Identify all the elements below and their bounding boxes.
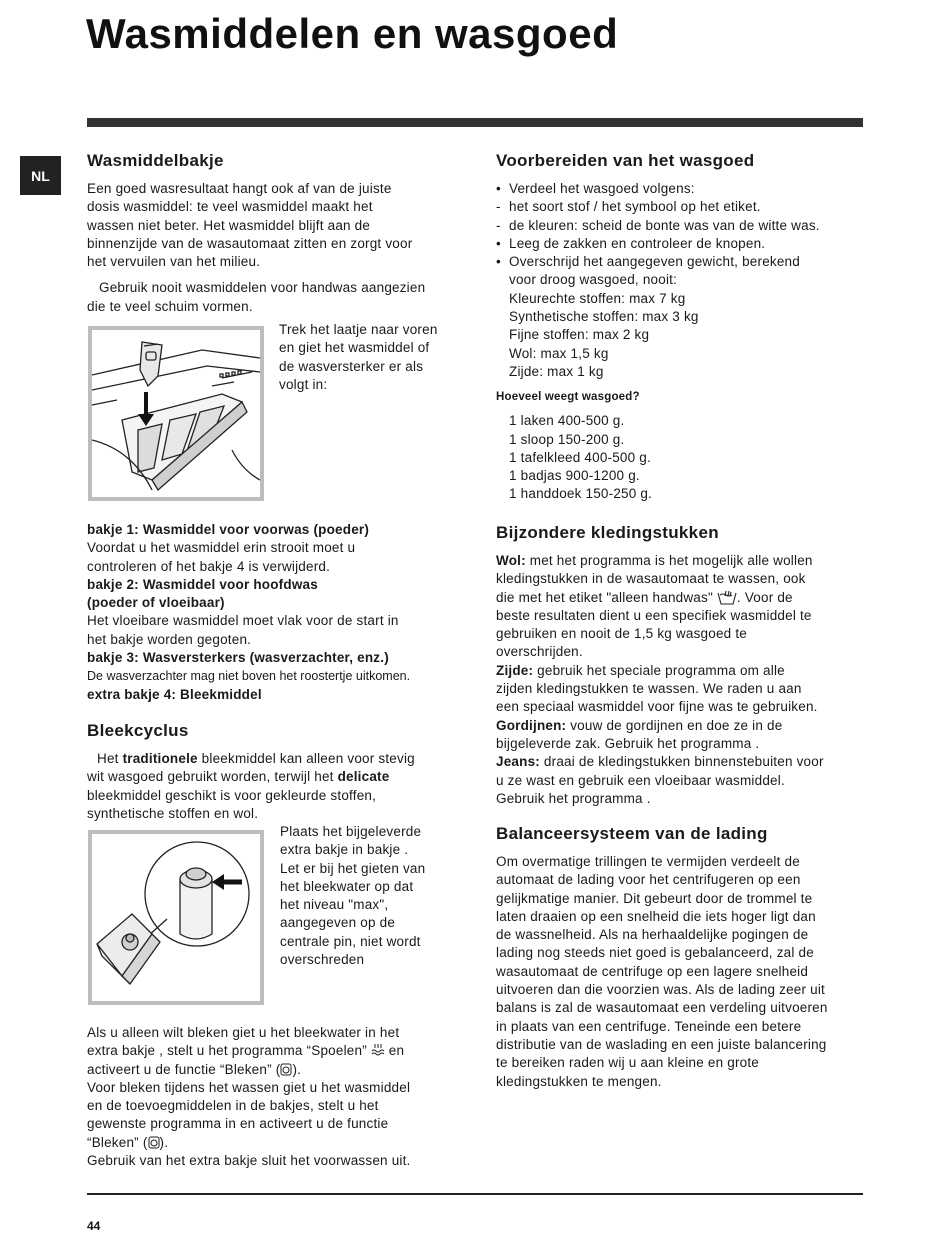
- detergent-drawer-figure: [88, 326, 264, 501]
- text-line: het bakje worden gegoten.: [87, 631, 252, 647]
- text-line: kledingstukken te mengen.: [496, 1073, 662, 1089]
- bakje-3-title: bakje 3: Wasversterkers (wasverzachter, enz.): [87, 650, 389, 666]
- text-line: kledingstukken in de wasautomaat te wassen, ook: [496, 571, 806, 587]
- list-item: • Overschrijd het aangegeven gewicht, berekend: [496, 254, 800, 270]
- text-line: voor droog wasgoed, nooit:: [509, 272, 678, 288]
- text-line: binnenzijde van de wasautomaat zitten en zorgt voor: [87, 235, 413, 251]
- wasmiddelbakje-intro: [87, 180, 457, 271]
- bleekcyclus-section: [87, 720, 462, 823]
- text-line: Gordijnen: vouw de gordijnen en doe ze in de: [496, 717, 783, 733]
- text-line: gebruiken en nooit de 1,5 kg wasgoed te: [496, 626, 747, 642]
- wasmiddelbakje-heading: Wasmiddelbakje: [87, 151, 224, 170]
- text-line: Trek het laatje naar voren: [279, 322, 438, 337]
- text-line: Zijde: max 1 kg: [509, 363, 604, 379]
- text-line: aangegeven op de: [280, 915, 396, 931]
- handwash-icon: [717, 590, 737, 605]
- balanceer-heading: Balanceersysteem van de lading: [496, 824, 768, 843]
- text-line: Let er bij het gieten van: [280, 860, 426, 876]
- text-line: zijden kledingstukken te wassen. We raden u aan: [496, 681, 802, 697]
- text-line: wasautomaat de centrifuge op een lagere snelheid: [496, 963, 809, 979]
- text-line: overschrijden.: [496, 644, 583, 660]
- text-line: Wol: met het programma is het mogelijk alle wollen: [496, 553, 813, 568]
- bakje-1-title: bakje 1: Wasmiddel voor voorwas (poeder): [87, 522, 370, 537]
- text-line: balans is zal de wasautomaat een verdeling uitvoeren: [496, 1000, 828, 1016]
- list-item: 1 tafelkleed 400-500 g.: [509, 449, 651, 465]
- text-line: die te veel schuim vormen.: [87, 298, 253, 314]
- footer-rule: [87, 1193, 863, 1195]
- bleekcyclus-heading: Bleekcyclus: [87, 721, 189, 740]
- language-badge: NL: [20, 156, 61, 195]
- text-line: Kleurechte stoffen: max 7 kg: [509, 290, 686, 306]
- text-line: Gebruik van het extra bakje sluit het voorwassen uit.: [87, 1153, 411, 1169]
- bleach-cup-figure: [88, 830, 264, 1005]
- page-number: 44: [87, 1219, 101, 1233]
- list-item: 1 laken 400-500 g.: [509, 413, 625, 429]
- text-line: te bereiken raden wij u aan kleine en grote: [496, 1055, 760, 1071]
- wasmiddelbakje-section: [87, 150, 457, 316]
- text-line: Gebruik het programma .: [496, 790, 651, 806]
- bleach-function-icon: [280, 1063, 292, 1076]
- text-line: Het traditionele bleekmiddel kan alleen voor stevig: [97, 751, 415, 766]
- text-line: de wassnelheid. Als na herhaaldelijke pogingen de: [496, 927, 809, 943]
- header-rule: [87, 118, 863, 127]
- bijzondere-heading: Bijzondere kledingstukken: [496, 523, 719, 542]
- text-line: Wol: max 1,5 kg: [509, 345, 609, 361]
- text-line: bijgeleverde zak. Gebruik het programma .: [496, 735, 760, 751]
- text-line: “Bleken” ( ).: [87, 1134, 169, 1150]
- text-line: Gebruik nooit wasmiddelen voor handwas aangezien: [99, 280, 426, 296]
- text-line: een speciaal wasmiddel voor fijne was te gebruiken.: [496, 699, 818, 715]
- weights-list: [496, 412, 864, 503]
- text-line: wassen niet beter. Het wasmiddel blijft aan de: [87, 217, 371, 233]
- text-line: Synthetische stoffen: max 3 kg: [509, 309, 699, 325]
- list-item: - de kleuren: scheid de bonte was van de witte was.: [496, 217, 820, 233]
- bakje-2-subtitle: (poeder of vloeibaar): [87, 595, 225, 611]
- bakje-4-title: extra bakje 4: Bleekmiddel: [87, 686, 262, 702]
- voorbereiden-section: [496, 150, 864, 504]
- text-line: het bleekwater op dat: [280, 878, 414, 894]
- text-line: en de toevoegmiddelen in de bakjes, stelt u het: [87, 1098, 379, 1114]
- text-line: extra bakje , stelt u het programma “Spoelen” en: [87, 1043, 405, 1059]
- text-line: beste resultaten dient u een specifiek wasmiddel te: [496, 607, 812, 623]
- bleach-figure-caption: [280, 823, 460, 969]
- drawer-figure-caption: [279, 321, 459, 394]
- text-line: u ze wast en gebruik een vloeibaar wasmiddel.: [496, 772, 785, 788]
- text-line: Plaats het bijgeleverde: [280, 824, 422, 839]
- list-item: • Leeg de zakken en controleer de knopen.: [496, 235, 766, 251]
- bleken-instructions: [87, 1024, 462, 1170]
- weights-subheading: Hoeveel weegt wasgoed?: [496, 391, 640, 404]
- text-line: controleren of het bakje 4 is verwijderd.: [87, 558, 331, 574]
- text-line: Om overmatige trillingen te vermijden verdeelt de: [496, 854, 800, 869]
- text-line: gelijkmatige manier. Dit gebeurt door de trommel te: [496, 890, 813, 906]
- voorbereiden-heading: Voorbereiden van het wasgoed: [496, 151, 755, 170]
- page-title: Wasmiddelen en wasgoed: [86, 10, 619, 57]
- text-line: distributie van de waslading en een juiste balancering: [496, 1036, 827, 1052]
- text-line: activeert u de functie “Bleken” ( ).: [87, 1061, 302, 1077]
- text-line: het vervuilen van het milieu.: [87, 254, 261, 270]
- text-line: volgt in:: [279, 376, 328, 392]
- text-line: wit wasgoed gebruikt worden, terwijl het delicate: [87, 769, 390, 785]
- list-item: 1 sloop 150-200 g.: [509, 431, 625, 447]
- text-line: in plaats van een centrifuge. Teneinde een betere: [496, 1018, 802, 1034]
- text-line: laten draaien op een snelheid die iets hoger ligt dan: [496, 908, 816, 924]
- voorbereiden-list: [496, 180, 864, 271]
- text-line: Een goed wasresultaat hangt ook af van de juiste: [87, 181, 392, 196]
- text-line: die met het etiket "alleen handwas" . Voor de: [496, 589, 793, 605]
- balanceer-section: [496, 823, 864, 1091]
- bleach-cup-illustration: [92, 834, 260, 1001]
- bakjes-section: [87, 521, 462, 704]
- list-item: • Verdeel het wasgoed volgens:: [496, 181, 695, 196]
- text-line: synthetische stoffen en wol.: [87, 805, 259, 821]
- text-line: Fijne stoffen: max 2 kg: [509, 327, 650, 343]
- text-line: dosis wasmiddel: te veel wasmiddel maakt het: [87, 199, 373, 215]
- text-line: Als u alleen wilt bleken giet u het bleekwater in het: [87, 1025, 400, 1040]
- text-line: bleekmiddel geschikt is voor gekleurde stoffen,: [87, 787, 377, 803]
- text-line: centrale pin, niet wordt: [280, 933, 421, 949]
- text-line: Voordat u het wasmiddel erin strooit moet u: [87, 540, 356, 556]
- handwas-warning: [87, 279, 457, 316]
- list-item: - het soort stof / het symbool op het etiket.: [496, 199, 761, 215]
- detergent-drawer-illustration: [92, 330, 260, 497]
- text-line: gewenste programma in en activeert u de functie: [87, 1116, 389, 1132]
- weight-limits: [496, 271, 864, 381]
- text-line: lading nog steeds niet goed is gebalanceerd, zal de: [496, 945, 814, 961]
- text-line: uitvoeren dan die voorzien was. Als de lading zeer uit: [496, 982, 825, 998]
- bijzondere-section: [496, 522, 866, 808]
- list-item: 1 badjas 900-1200 g.: [509, 468, 640, 484]
- text-line: automaat de lading voor het centrifugeren op een: [496, 872, 801, 888]
- text-line: De wasverzachter mag niet boven het roostertje uitkomen.: [87, 669, 411, 684]
- text-line: overschreden: [280, 952, 365, 968]
- text-line: Zijde: gebruik het speciale programma om alle: [496, 662, 785, 678]
- list-item: 1 handdoek 150-250 g.: [509, 486, 653, 502]
- text-line: extra bakje in bakje .: [280, 842, 409, 858]
- bakje-2-title: bakje 2: Wasmiddel voor hoofdwas: [87, 576, 318, 592]
- text-line: Voor bleken tijdens het wassen giet u het wasmiddel: [87, 1079, 411, 1095]
- text-line: de wasversterker er als: [279, 358, 424, 374]
- text-line: het niveau "max",: [280, 897, 389, 913]
- rinse-icon: [371, 1043, 385, 1057]
- bleach-function-icon: [148, 1136, 160, 1149]
- text-line: Het vloeibare wasmiddel moet vlak voor de start in: [87, 613, 399, 629]
- text-line: en giet het wasmiddel of: [279, 340, 430, 356]
- text-line: Jeans: draai de kledingstukken binnenstebuiten voor: [496, 754, 824, 770]
